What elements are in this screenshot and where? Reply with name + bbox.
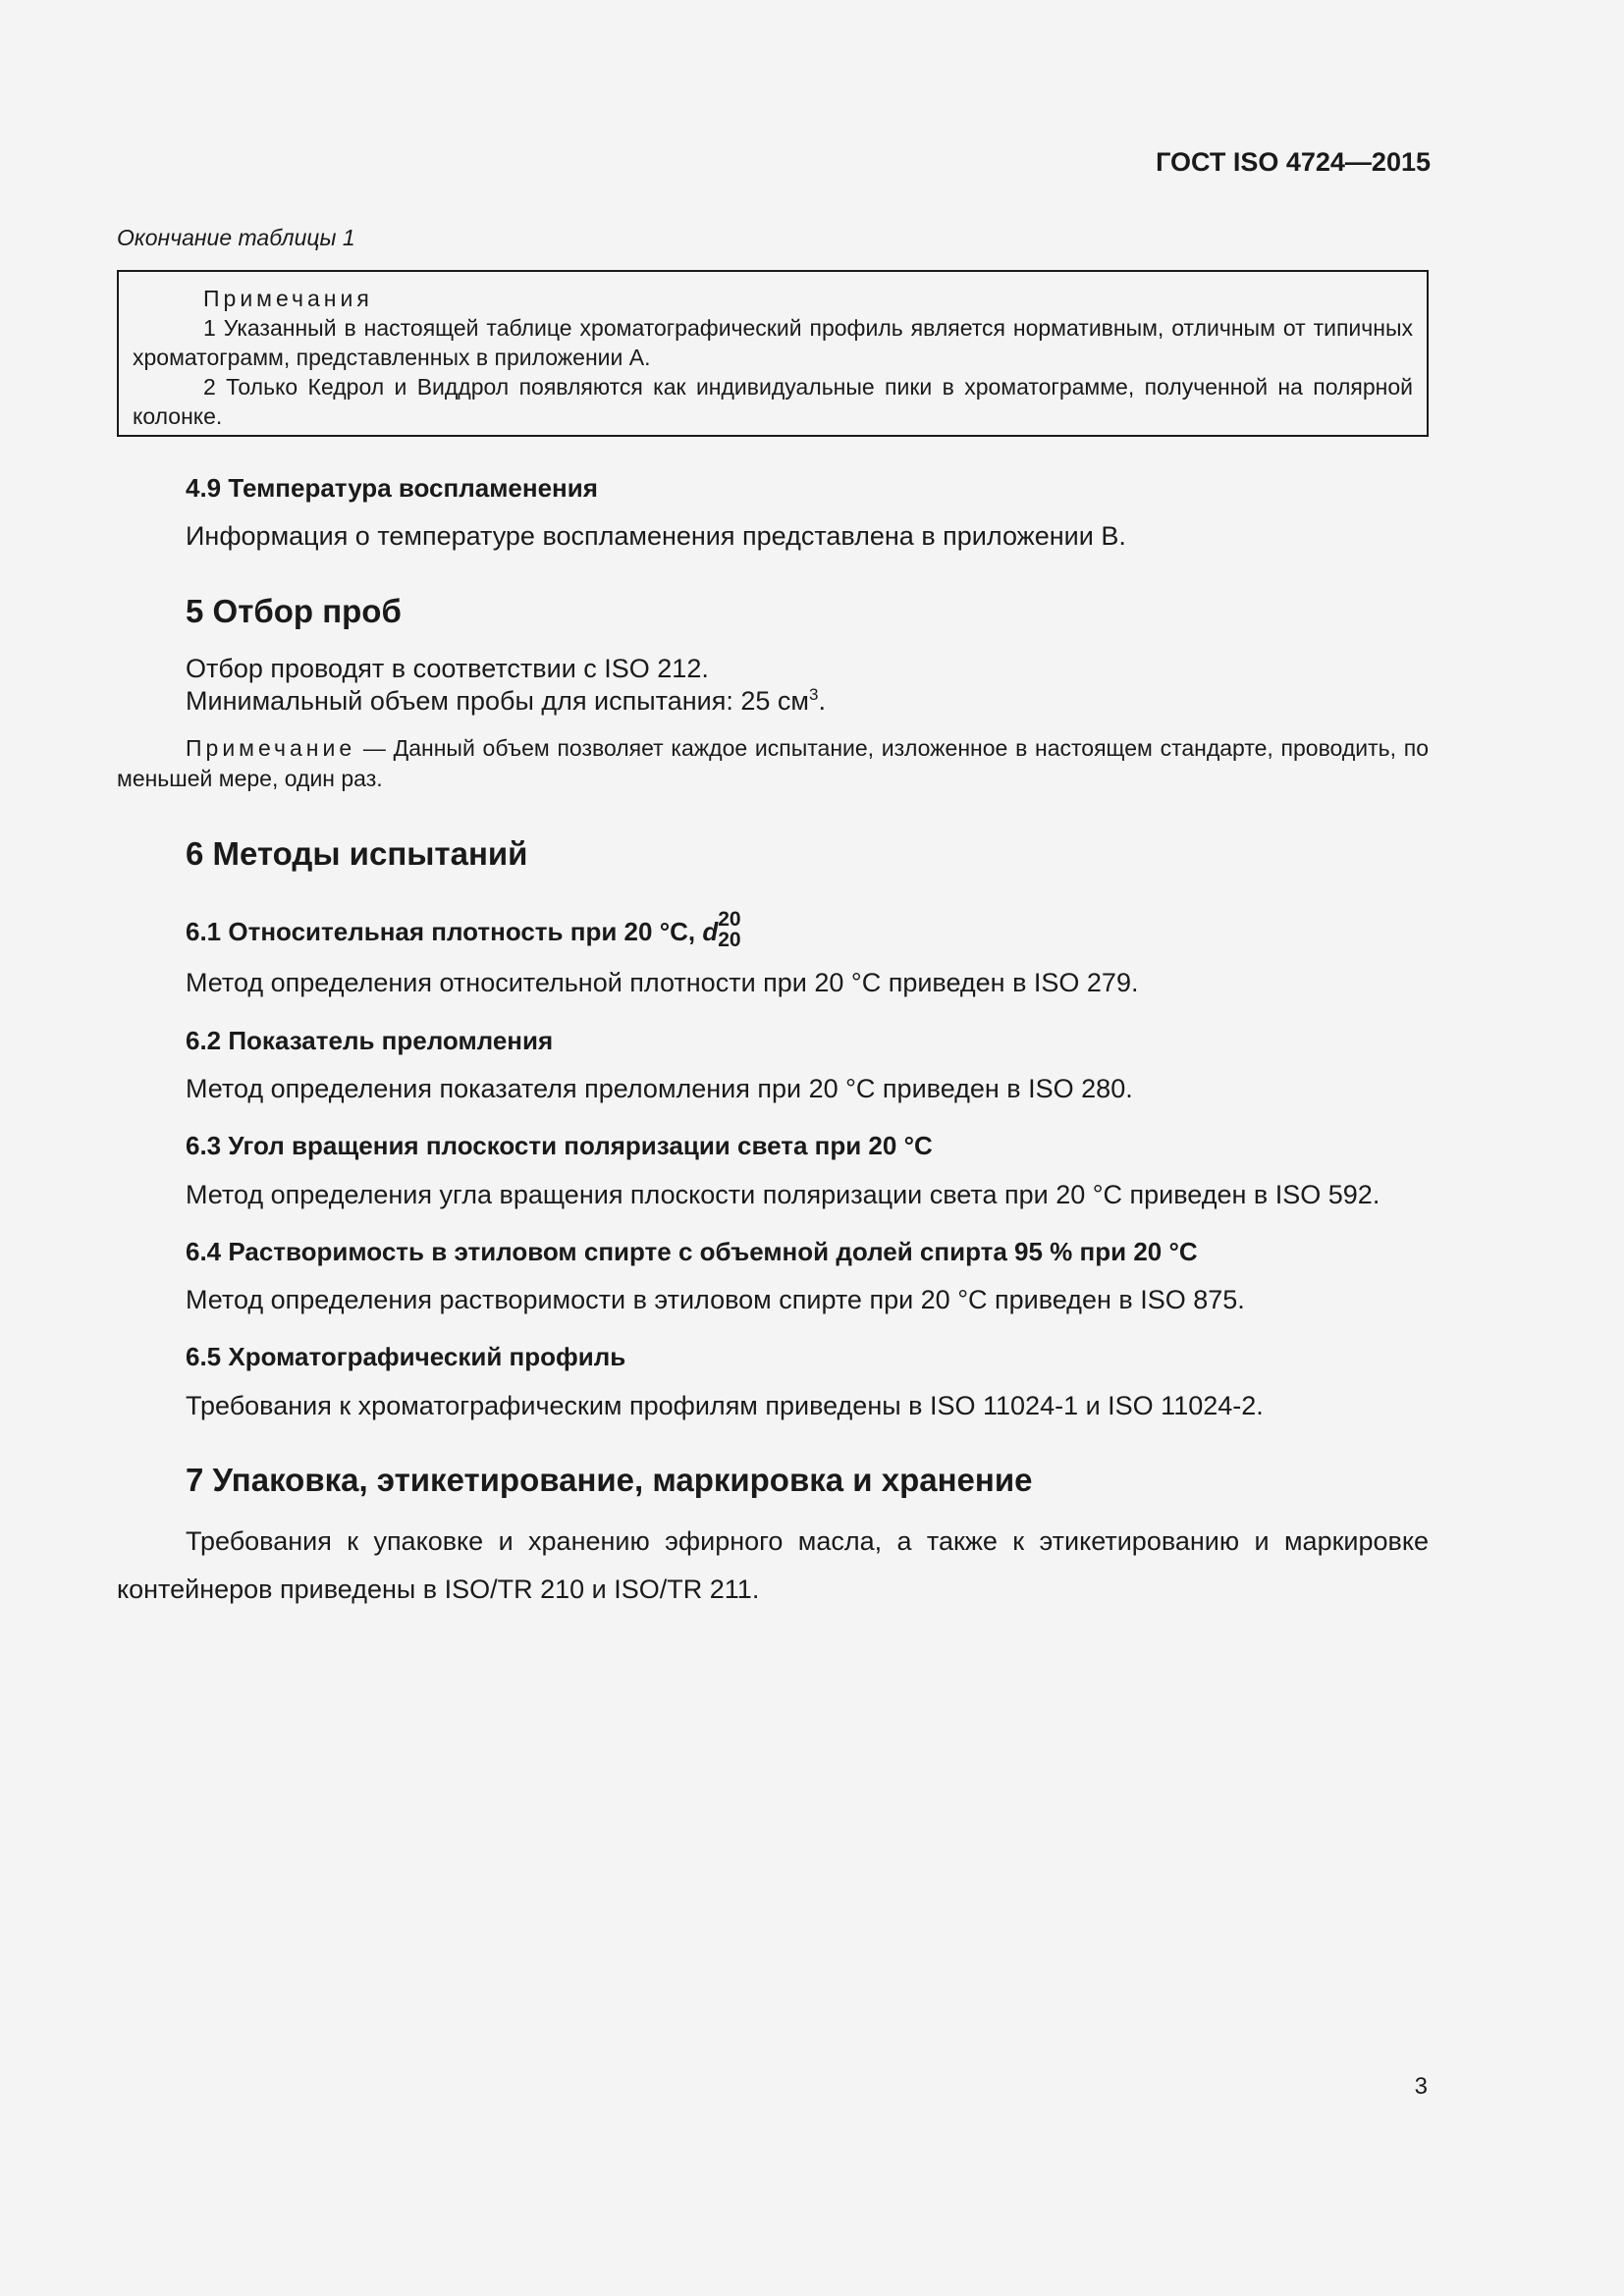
section-6-heading: 6 Методы испытаний	[186, 835, 528, 872]
section-4-9-heading: 4.9 Температура воспламенения	[186, 473, 598, 503]
note-text: — Данный объем позволяет каждое испытание, изложенное в настоящем стандарте, проводить, по меньшей мере, один раз.	[117, 735, 1429, 791]
section-6-4-heading: 6.4 Растворимость в этиловом спирте с объемной долей спирта 95 % при 20 °С	[186, 1237, 1198, 1266]
note-1: 1 Указанный в настоящей таблице хроматографический профиль является нормативным, отличным от типичных хроматограмм, представленных в приложении А.	[133, 315, 1413, 370]
section-6-1-heading	[186, 908, 741, 954]
section-5-line-2	[186, 685, 826, 717]
section-6-1-heading-text: 6.1 Относительная плотность при 20 °С,	[186, 916, 703, 946]
section-6-5-heading: 6.5 Хроматографический профиль	[186, 1342, 626, 1371]
sample-volume-text: Минимальный объем пробы для испытания: 25 см	[186, 686, 809, 716]
section-6-2-text: Метод определения показателя преломления при 20 °С приведен в ISO 280.	[186, 1074, 1133, 1103]
note-label: Примечание	[186, 735, 356, 761]
section-6-4-text: Метод определения растворимости в этиловом спирте при 20 °С приведен в ISO 875.	[186, 1285, 1245, 1314]
section-6-3-text: Метод определения угла вращения плоскости поляризации света при 20 °С приведен в ISO 592.	[186, 1180, 1380, 1209]
section-6-2-heading: 6.2 Показатель преломления	[186, 1026, 554, 1055]
section-5-line-1: Отбор проводят в соответствии с ISO 212.	[186, 654, 709, 683]
section-6-1-text: Метод определения относительной плотности при 20 °С приведен в ISO 279.	[186, 968, 1139, 997]
sample-volume-end: .	[818, 686, 826, 716]
section-7-heading: 7 Упаковка, этикетирование, маркировка и хранение	[186, 1462, 1033, 1498]
section-6-3-heading: 6.3 Угол вращения плоскости поляризации света при 20 °С	[186, 1131, 933, 1160]
section-6-5-text: Требования к хроматографическим профилям приведены в ISO 11024-1 и ISO 11024-2.	[186, 1391, 1264, 1420]
density-index-stack	[718, 909, 740, 950]
section-5-note	[117, 733, 1429, 794]
density-sup: 20	[718, 908, 741, 931]
table-caption: Окончание таблицы 1	[117, 225, 355, 250]
section-7-text: Требования к упаковке и хранению эфирного масла, а также к этикетированию и маркировке контейнеров приведены в ISO/TR 210 и ISO/TR 211.	[117, 1526, 1429, 1604]
note-2: 2 Только Кедрол и Виддрол появляются как индивидуальные пики в хроматограмме, полученной на полярной колонке.	[133, 374, 1413, 429]
cubic-superscript: 3	[808, 685, 819, 704]
notes-box	[117, 270, 1429, 437]
density-sub: 20	[718, 929, 741, 951]
page-number: 3	[1414, 2073, 1428, 2100]
notes-title: Примечания	[203, 286, 373, 311]
density-symbol: d	[702, 916, 719, 946]
section-4-9-text: Информация о температуре воспламенения представлена в приложении В.	[186, 521, 1126, 551]
section-5-heading: 5 Отбор проб	[186, 593, 402, 629]
document-code: ГОСТ ISO 4724—2015	[1156, 147, 1431, 177]
